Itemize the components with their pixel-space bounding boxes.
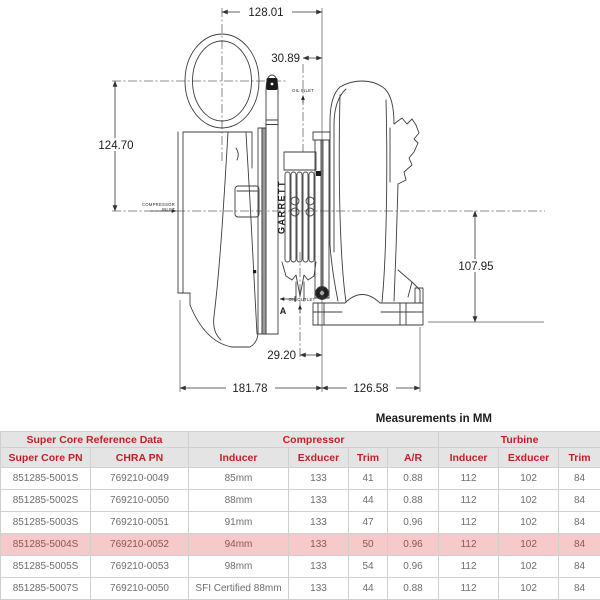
measurements-note: Measurements in MM: [375, 413, 492, 425]
cell-r2-c6: 112: [439, 512, 499, 534]
cell-r2-c2: 91mm: [189, 512, 289, 534]
cell-r2-c1: 769210-0051: [91, 512, 189, 534]
cell-r0-c1: 769210-0049: [91, 468, 189, 490]
oil-drain: [282, 262, 316, 301]
cell-r2-c4: 47: [349, 512, 388, 534]
datum-a-label: A: [279, 306, 287, 316]
column-header-1: CHRA PN: [91, 448, 189, 468]
cell-r3-c2: 94mm: [189, 534, 289, 556]
cell-r0-c0: 851285-5001S: [1, 468, 91, 490]
cell-r3-c8: 84: [559, 534, 600, 556]
cell-r3-c0: 851285-5004S: [1, 534, 91, 556]
table-column-header-row: [1, 448, 600, 468]
oil-ports: [291, 197, 314, 216]
brand-label: GARRETT: [276, 180, 287, 234]
cell-r2-c8: 84: [559, 512, 600, 534]
cell-r1-c8: 84: [559, 490, 600, 512]
mounting-flange: [313, 270, 423, 325]
cell-r1-c2: 88mm: [189, 490, 289, 512]
cell-r2-c0: 851285-5003S: [1, 512, 91, 534]
cell-r2-c5: 0.96: [388, 512, 439, 534]
table-row-5[interactable]: [1, 578, 600, 600]
oil-inlet-label: OIL INLET: [292, 88, 314, 93]
table-row-4[interactable]: [1, 556, 600, 578]
cell-r3-c5: 0.96: [388, 534, 439, 556]
cell-r5-c7: 102: [499, 578, 559, 600]
super-core-spec-table: [0, 431, 600, 600]
cell-r1-c0: 851285-5002S: [1, 490, 91, 512]
cell-r5-c3: 133: [289, 578, 349, 600]
cell-r1-c3: 133: [289, 490, 349, 512]
cell-r0-c3: 133: [289, 468, 349, 490]
cell-r5-c1: 769210-0050: [91, 578, 189, 600]
cell-r0-c5: 0.88: [388, 468, 439, 490]
cell-r2-c7: 102: [499, 512, 559, 534]
cell-r3-c7: 102: [499, 534, 559, 556]
cell-r4-c0: 851285-5005S: [1, 556, 91, 578]
compressor-inlet-label-1: COMPRESSOR: [141, 202, 175, 207]
cell-r4-c6: 112: [439, 556, 499, 578]
cell-r4-c2: 98mm: [189, 556, 289, 578]
cell-r5-c0: 851285-5007S: [1, 578, 91, 600]
dimension-oil-outlet-offset: [267, 350, 322, 362]
group-header-2: Turbine: [439, 432, 600, 448]
cell-r5-c8: 84: [559, 578, 600, 600]
dim-inlet-height-label: 124.70: [98, 140, 134, 152]
dim-turbine-length-label: 126.58: [353, 383, 389, 395]
column-header-2: Inducer: [189, 448, 289, 468]
cell-r5-c4: 44: [349, 578, 388, 600]
cell-r3-c3: 133: [289, 534, 349, 556]
cell-r3-c6: 112: [439, 534, 499, 556]
cell-r4-c5: 0.96: [388, 556, 439, 578]
oil-outlet-label: OIL OUTLET: [288, 297, 316, 302]
dimension-turbine-height: [451, 211, 500, 322]
cell-r0-c6: 112: [439, 468, 499, 490]
table-row-2[interactable]: [1, 512, 600, 534]
compressor-inlet-label-2: INLET: [161, 207, 175, 212]
cell-r4-c1: 769210-0053: [91, 556, 189, 578]
cell-r3-c4: 50: [349, 534, 388, 556]
dimension-oil-inlet-offset: [271, 53, 322, 65]
dimension-compressor-length: [180, 381, 322, 395]
cell-r2-c3: 133: [289, 512, 349, 534]
backplate: [258, 128, 266, 334]
dimension-inlet-height: [92, 81, 140, 211]
column-header-6: Inducer: [439, 448, 499, 468]
column-header-5: A/R: [388, 448, 439, 468]
column-header-0: Super Core PN: [1, 448, 91, 468]
cell-r0-c4: 41: [349, 468, 388, 490]
cell-r1-c5: 0.88: [388, 490, 439, 512]
cell-r4-c3: 133: [289, 556, 349, 578]
centerlines: [112, 8, 545, 360]
table-row-1[interactable]: [1, 490, 600, 512]
column-header-8: Trim: [559, 448, 600, 468]
spec-table-section: [0, 431, 600, 600]
cell-r4-c7: 102: [499, 556, 559, 578]
dim-compressor-length-label: 181.78: [232, 383, 268, 395]
dimension-turbine-length: [322, 381, 420, 395]
column-header-7: Exducer: [499, 448, 559, 468]
cell-r1-c6: 112: [439, 490, 499, 512]
turbine-housing: [330, 81, 419, 302]
table-group-header-row: [1, 432, 600, 448]
column-header-3: Exducer: [289, 448, 349, 468]
cell-r1-c1: 769210-0050: [91, 490, 189, 512]
cell-r0-c8: 84: [559, 468, 600, 490]
compressor-housing: [178, 132, 259, 347]
group-header-1: Compressor: [189, 432, 439, 448]
cell-r0-c2: 85mm: [189, 468, 289, 490]
cell-r3-c1: 769210-0052: [91, 534, 189, 556]
cell-r1-c4: 44: [349, 490, 388, 512]
dim-oil-inlet-offset-label: 30.89: [271, 53, 300, 65]
table-row-3[interactable]: [1, 534, 600, 556]
dimension-overall-width: [222, 5, 322, 19]
cell-r5-c6: 112: [439, 578, 499, 600]
cell-r5-c5: 0.88: [388, 578, 439, 600]
cell-r1-c7: 102: [499, 490, 559, 512]
cell-r0-c7: 102: [499, 468, 559, 490]
dim-turbine-height-label: 107.95: [458, 261, 494, 273]
bearing-housing-fins: [285, 172, 314, 262]
cell-r4-c4: 54: [349, 556, 388, 578]
table-row-0[interactable]: [1, 468, 600, 490]
cell-r4-c8: 84: [559, 556, 600, 578]
group-header-0: Super Core Reference Data: [1, 432, 189, 448]
dim-overall-width-label: 128.01: [248, 7, 284, 19]
column-header-4: Trim: [349, 448, 388, 468]
dim-oil-outlet-offset-label: 29.20: [267, 350, 296, 362]
cell-r5-c2: SFI Certified 88mm: [189, 578, 289, 600]
